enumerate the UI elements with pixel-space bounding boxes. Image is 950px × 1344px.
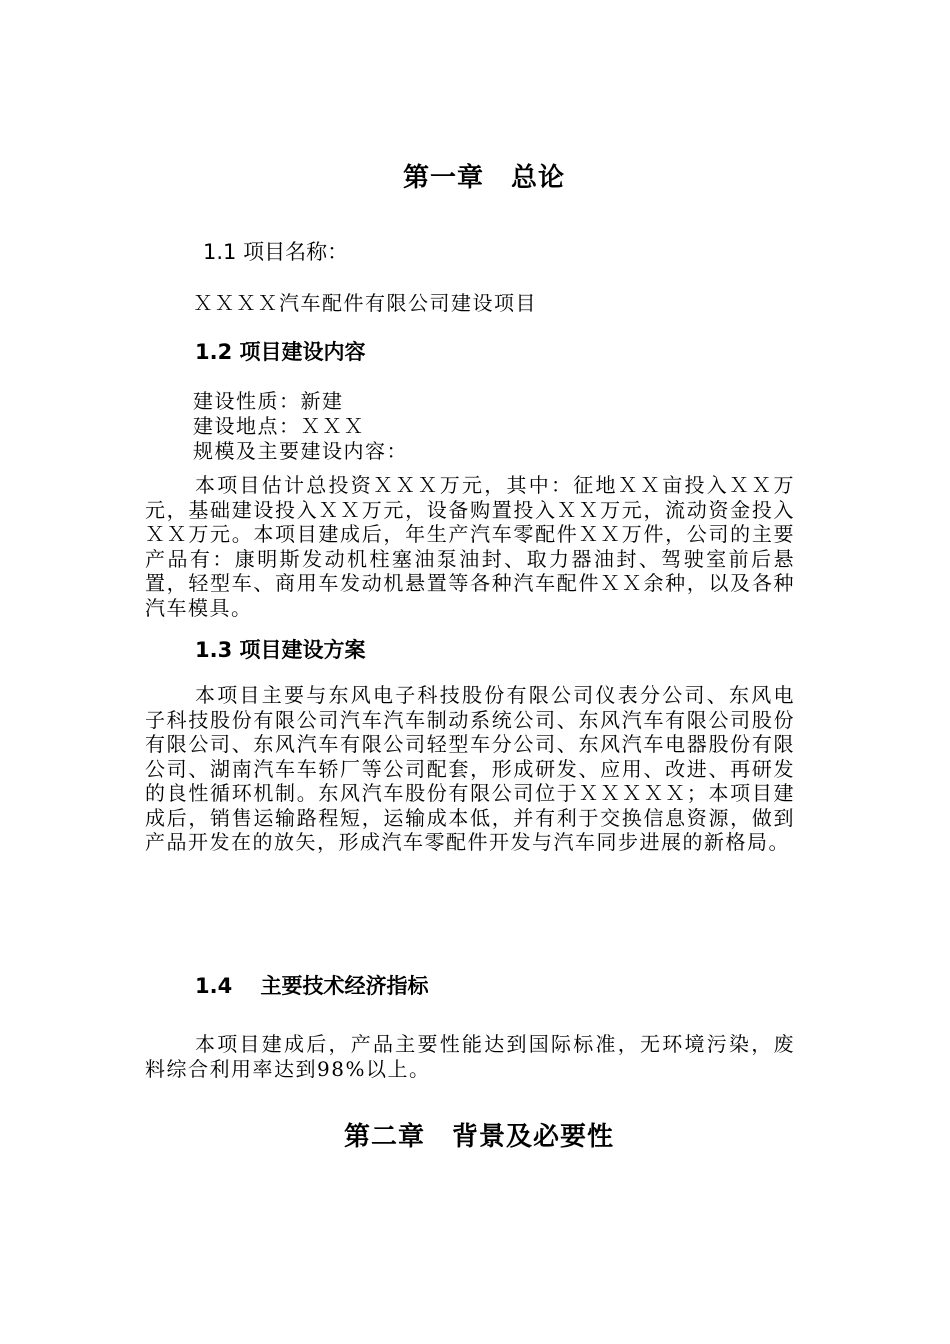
section-1-2-heading: 1.2 项目建设内容 <box>195 340 366 364</box>
chapter-2-title: 第二章 背景及必要性 <box>344 1122 615 1152</box>
construction-location: 建设地点：ＸＸＸ <box>193 414 365 438</box>
section-1-4-heading: 1.4 主要技术经济指标 <box>195 974 429 998</box>
section-1-1-heading: 1.1 项目名称： <box>203 240 349 264</box>
chapter-1-title: 第一章 总论 <box>403 163 566 193</box>
project-name: ＸＸＸＸ汽车配件有限公司建设项目 <box>193 291 537 315</box>
scale-label: 规模及主要建设内容： <box>193 439 408 463</box>
construction-nature: 建设性质：新建 <box>193 389 344 413</box>
section-1-3-paragraph: 本项目主要与东风电子科技股份有限公司仪表分公司、东风电子科技股份有限公司汽车汽车制动系统公司、东风汽车有限公司股份有限公司、东风汽车有限公司轻型车分公司、东风汽车电器股份有限公司、湖南汽车车轿厂等公司配套，形成研发、应用、改进、再研发的良性循环机制。东风汽车股份有限公司位于ＸＸＸＸＸ；本项目建成后，销售运输路程短，运输成本低，并有利于交换信息资源，做到产品开发在的放矢，形成汽车零配件开发与汽车同步进展的新格局。 <box>145 683 795 854</box>
section-1-2-paragraph: 本项目估计总投资ＸＸＸ万元，其中：征地ＸＸ亩投入ＸＸ万元，基础建设投入ＸＸ万元，设备购置投入ＸＸ万元，流动资金投入ＸＸ万元。本项目建成后，年生产汽车零配件ＸＸ万件，公司的主要产品有：康明斯发动机柱塞油泵油封、取力器油封、驾驶室前后悬置，轻型车、商用车发动机悬置等各种汽车配件ＸＸ余种，以及各种汽车模具。 <box>145 473 795 620</box>
section-1-4-paragraph: 本项目建成后，产品主要性能达到国际标准，无环境污染，废料综合利用率达到98%以上。 <box>145 1032 795 1081</box>
section-1-3-heading: 1.3 项目建设方案 <box>195 638 366 662</box>
